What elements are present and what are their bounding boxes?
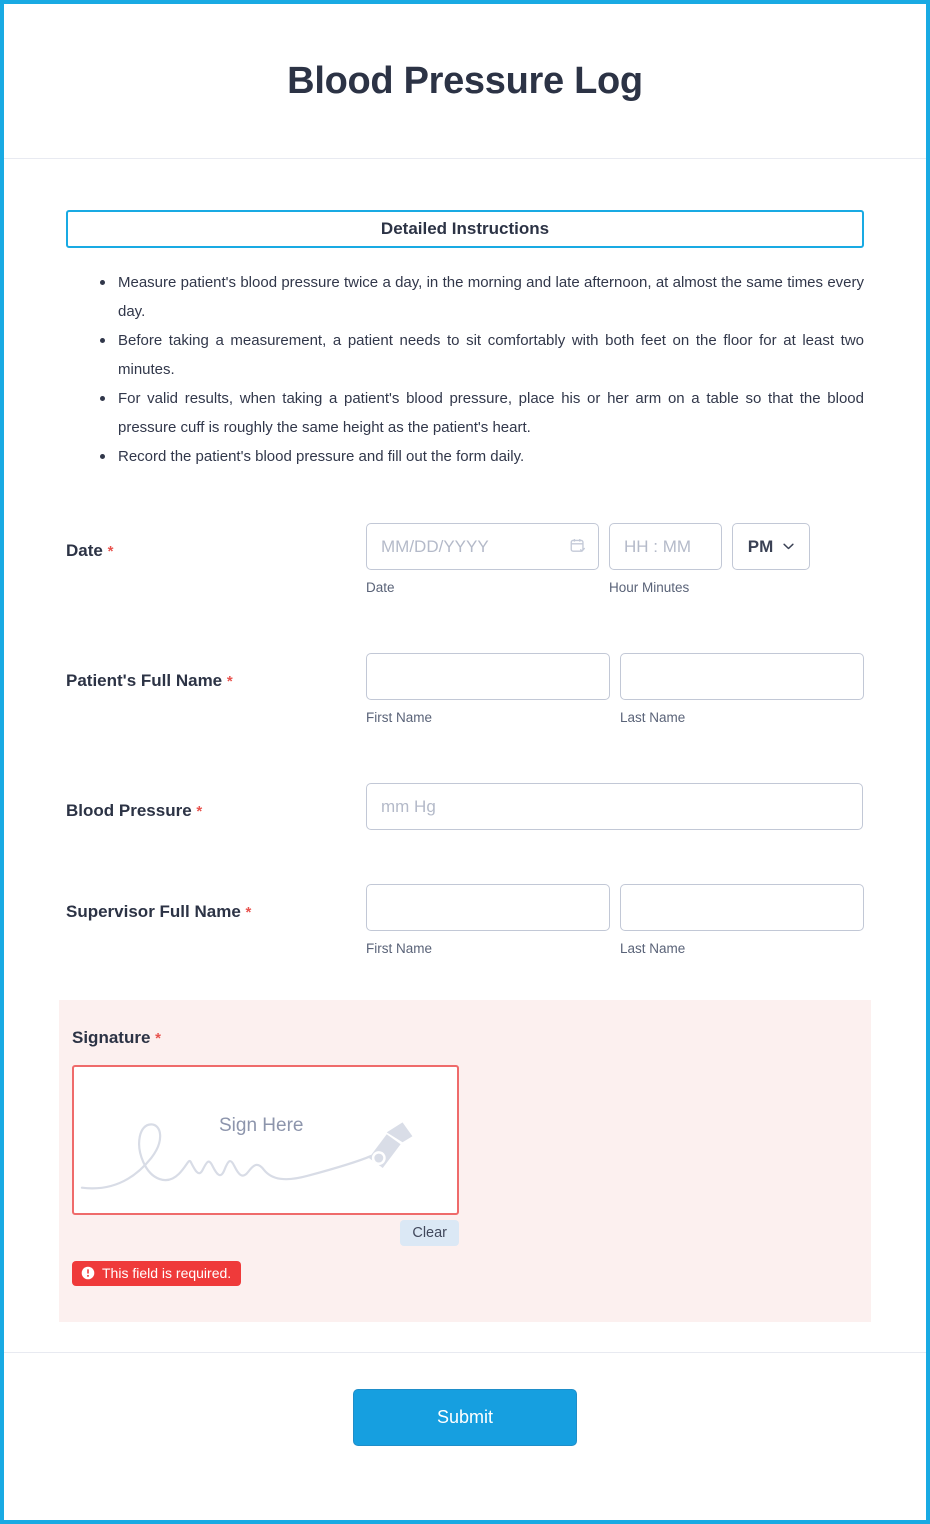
patient-last-name-sublabel: Last Name xyxy=(620,710,686,725)
field-row-patient-name xyxy=(66,653,864,725)
chevron-down-icon xyxy=(783,543,794,550)
required-asterisk: * xyxy=(245,904,252,921)
exclamation-circle-icon xyxy=(81,1266,95,1280)
signature-pad[interactable] xyxy=(72,1065,459,1215)
instructions-heading-box xyxy=(66,210,864,248)
page-title: Blood Pressure Log xyxy=(287,59,643,102)
ampm-select[interactable] xyxy=(732,523,810,570)
blood-pressure-input[interactable] xyxy=(366,783,863,830)
signature-label-text: Signature xyxy=(72,1028,151,1047)
blood-pressure-controls xyxy=(366,783,864,830)
patient-last-name-input[interactable] xyxy=(620,653,864,700)
signature-label xyxy=(72,1028,871,1048)
clear-signature-button[interactable]: Clear xyxy=(400,1220,459,1246)
required-asterisk: * xyxy=(107,543,114,560)
instructions-list xyxy=(66,268,864,471)
list-item: Measure patient's blood pressure twice a day, in the morning and late afternoon, at almost the same times every day. xyxy=(100,268,864,326)
signature-error-badge xyxy=(72,1261,241,1286)
field-row-supervisor-name xyxy=(66,884,864,956)
time-sublabel: Hour Minutes xyxy=(609,580,690,595)
signature-section xyxy=(59,1000,871,1322)
required-asterisk: * xyxy=(155,1030,161,1047)
supervisor-name-label xyxy=(66,884,366,922)
list-item: Record the patient's blood pressure and fill out the form daily. xyxy=(100,442,864,471)
blood-pressure-label-text: Blood Pressure xyxy=(66,801,192,820)
patient-first-name-input[interactable] xyxy=(366,653,610,700)
instructions-heading-label: Detailed Instructions xyxy=(380,219,550,238)
date-controls xyxy=(366,523,864,595)
form-body xyxy=(4,210,926,1322)
date-input-wrapper xyxy=(366,523,599,570)
supervisor-first-name-sublabel: First Name xyxy=(366,941,433,956)
list-item: Before taking a measurement, a patient needs to sit comfortably with both feet on the floor for at least two minutes. xyxy=(100,326,864,384)
submit-button[interactable]: Submit xyxy=(353,1389,577,1446)
list-item: For valid results, when taking a patient's blood pressure, place his or her arm on a table so that the blood pressure cuff is roughly the same height as the patient's heart. xyxy=(100,384,864,442)
supervisor-name-controls xyxy=(366,884,864,956)
blood-pressure-label xyxy=(66,783,366,821)
date-label-text: Date xyxy=(66,541,103,560)
form-header xyxy=(4,4,926,159)
supervisor-first-name-input[interactable] xyxy=(366,884,610,931)
patient-first-name-sublabel: First Name xyxy=(366,710,433,725)
supervisor-name-label-text: Supervisor Full Name xyxy=(66,902,246,921)
signature-error-text: This field is required. xyxy=(102,1265,232,1281)
date-label xyxy=(66,523,366,561)
supervisor-last-name-input[interactable] xyxy=(620,884,864,931)
form-footer xyxy=(4,1352,926,1494)
patient-name-controls xyxy=(366,653,864,725)
patient-name-label xyxy=(66,653,366,691)
signature-actions xyxy=(72,1220,459,1246)
date-input[interactable] xyxy=(366,523,599,570)
pen-nib-icon xyxy=(369,1122,413,1168)
patient-name-label-text: Patient's Full Name xyxy=(66,671,223,690)
sign-here-text: Sign Here xyxy=(219,1115,304,1136)
field-row-date xyxy=(66,523,864,595)
signature-watermark xyxy=(74,1067,457,1215)
field-row-blood-pressure xyxy=(66,783,864,830)
date-sublabel: Date xyxy=(366,580,395,595)
ampm-selected-value: PM xyxy=(747,536,774,556)
time-input[interactable] xyxy=(609,523,722,570)
required-asterisk: * xyxy=(196,803,203,820)
required-asterisk: * xyxy=(226,673,233,690)
supervisor-last-name-sublabel: Last Name xyxy=(620,941,686,956)
